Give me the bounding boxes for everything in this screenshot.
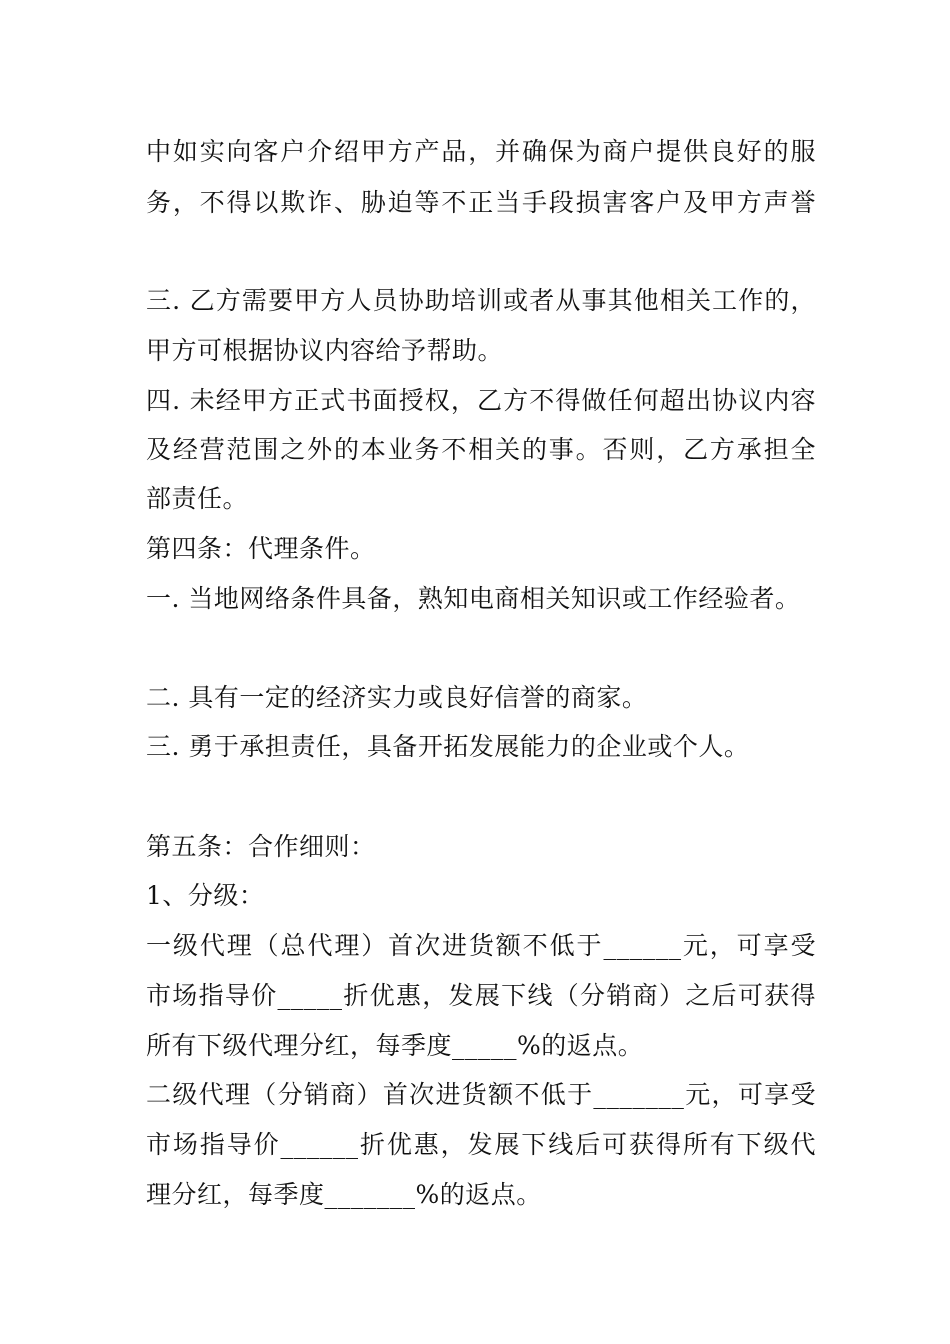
text-line: 二. 具有一定的经济实力或良好信誉的商家。 — [146, 683, 648, 712]
text-line: 一. 当地网络条件具备，熟知电商相关知识或工作经验者。 — [146, 584, 801, 613]
text-line: 及经营范围之外的本业务不相关的事。否则，乙方承担全 — [146, 435, 816, 464]
text-line: 三. 乙方需要甲方人员协助培训或者从事其他相关工作的， — [146, 286, 816, 315]
text-line: 理分红，每季度_______%的返点。 — [146, 1180, 542, 1209]
text-line: 务，不得以欺诈、胁迫等不正当手段损害客户及甲方声誉 — [146, 188, 816, 217]
section-heading: 第五条：合作细则： — [146, 832, 376, 861]
text-line: 部责任。 — [146, 484, 249, 513]
text-line: 三. 勇于承担责任，具备开拓发展能力的企业或个人。 — [146, 732, 750, 761]
text-line: 所有下级代理分红，每季度_____%的返点。 — [146, 1031, 644, 1060]
text-line: 1、分级： — [146, 881, 265, 910]
section-heading: 第四条：代理条件。 — [146, 534, 376, 563]
text-line: 二级代理（分销商）首次进货额不低于_______元，可享受 — [146, 1080, 816, 1109]
text-line: 市场指导价______折优惠，发展下线后可获得所有下级代 — [146, 1130, 816, 1159]
text-line: 四. 未经甲方正式书面授权，乙方不得做任何超出协议内容 — [146, 386, 816, 415]
text-line: 中如实向客户介绍甲方产品，并确保为商户提供良好的服 — [146, 137, 816, 166]
text-line: 一级代理（总代理）首次进货额不低于______元，可享受 — [146, 931, 816, 960]
text-line: 甲方可根据协议内容给予帮助。 — [146, 336, 504, 365]
text-line: 市场指导价_____折优惠，发展下线（分销商）之后可获得 — [146, 981, 816, 1010]
